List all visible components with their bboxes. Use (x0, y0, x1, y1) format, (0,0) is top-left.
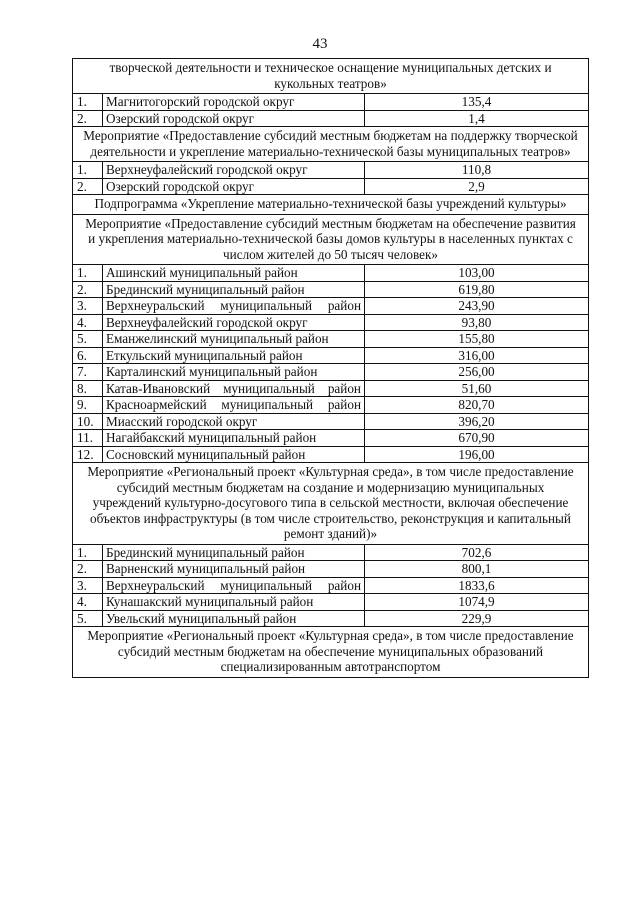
row-number: 3. (73, 298, 103, 315)
section-header-row (73, 195, 589, 215)
table-row (73, 577, 589, 594)
subsidy-amount: 702,6 (365, 544, 589, 561)
municipality-name: Еманжелинский муниципальный район (103, 331, 365, 348)
row-number: 1. (73, 94, 103, 111)
subsidy-amount: 110,8 (365, 162, 589, 179)
table-row (73, 298, 589, 315)
municipality-name: Верхнеуральский муниципальный район (103, 577, 365, 594)
row-number: 4. (73, 594, 103, 611)
municipality-name: Красноармейский муниципальный район (103, 397, 365, 414)
table-row (73, 331, 589, 348)
municipality-name: Озерский городской округ (103, 110, 365, 127)
subsidy-amount: 103,00 (365, 265, 589, 282)
subsidy-amount: 316,00 (365, 347, 589, 364)
subsidy-amount: 2,9 (365, 178, 589, 195)
municipality-name: Сосновский муниципальный район (103, 446, 365, 463)
section-header: Мероприятие «Региональный проект «Культурная среда», в том числе предоставление субсидий местным бюджетам на создание и модернизацию муниципальных учреждений культурно-досугового типа в сельской местности, включая обеспечение объектов инфраструктуры (в том числе строительство, реконструкция и капитальный ремонт зданий)» (73, 463, 589, 545)
row-number: 3. (73, 577, 103, 594)
subsidy-amount: 93,80 (365, 314, 589, 331)
municipality-name: Увельский муниципальный район (103, 610, 365, 627)
row-number: 8. (73, 380, 103, 397)
municipality-name: Еткульский муниципальный район (103, 347, 365, 364)
subsidy-table (72, 58, 589, 678)
row-number: 9. (73, 397, 103, 414)
row-number: 2. (73, 281, 103, 298)
row-number: 12. (73, 446, 103, 463)
subsidy-amount: 1074,9 (365, 594, 589, 611)
subsidy-amount: 243,90 (365, 298, 589, 315)
row-number: 2. (73, 561, 103, 578)
table-row (73, 314, 589, 331)
subsidy-amount: 155,80 (365, 331, 589, 348)
municipality-name: Карталинский муниципальный район (103, 364, 365, 381)
municipality-name: Нагайбакский муниципальный район (103, 430, 365, 447)
row-number: 10. (73, 413, 103, 430)
subsidy-amount: 1,4 (365, 110, 589, 127)
municipality-name: Магнитогорский городской округ (103, 94, 365, 111)
row-number: 1. (73, 162, 103, 179)
section-header-row (73, 463, 589, 545)
municipality-name: Озерский городской округ (103, 178, 365, 195)
subsidy-amount: 196,00 (365, 446, 589, 463)
table-row (73, 265, 589, 282)
subprogram-header: Подпрограмма «Укрепление материально-технической базы учреждений культуры» (73, 195, 589, 215)
row-number: 5. (73, 331, 103, 348)
table-row (73, 380, 589, 397)
table-row (73, 544, 589, 561)
municipality-name: Ашинский муниципальный район (103, 265, 365, 282)
section-header-row (73, 214, 589, 265)
subsidy-amount: 229,9 (365, 610, 589, 627)
municipality-name: Верхнеуфалейский городской округ (103, 162, 365, 179)
table-row (73, 281, 589, 298)
table-row (73, 610, 589, 627)
subsidy-amount: 619,80 (365, 281, 589, 298)
subsidy-amount: 1833,6 (365, 577, 589, 594)
row-number: 5. (73, 610, 103, 627)
table-row (73, 446, 589, 463)
subsidy-amount: 820,70 (365, 397, 589, 414)
subsidy-amount: 256,00 (365, 364, 589, 381)
table-row (73, 594, 589, 611)
subsidy-amount: 800,1 (365, 561, 589, 578)
row-number: 2. (73, 110, 103, 127)
page-number: 43 (312, 36, 328, 52)
section-header: Мероприятие «Предоставление субсидий местным бюджетам на поддержку творческой деятельности и укрепление материально-технической базы муниципальных театров» (73, 127, 589, 162)
section-header: Мероприятие «Предоставление субсидий местным бюджетам на обеспечение развития и укрепления материально-технической базы домов культуры в населенных пунктах с числом жителей до 50 тысяч человек» (73, 214, 589, 265)
table-row (73, 413, 589, 430)
subsidy-amount: 135,4 (365, 94, 589, 111)
row-number: 11. (73, 430, 103, 447)
section-header-row (73, 59, 589, 94)
table-row (73, 110, 589, 127)
table-row (73, 94, 589, 111)
row-number: 1. (73, 265, 103, 282)
row-number: 2. (73, 178, 103, 195)
row-number: 6. (73, 347, 103, 364)
municipality-name: Брединский муниципальный район (103, 544, 365, 561)
municipality-name: Брединский муниципальный район (103, 281, 365, 298)
municipality-name: Катав-Ивановский муниципальный район (103, 380, 365, 397)
section-header: творческой деятельности и техническое оснащение муниципальных детских и кукольных театров» (73, 59, 589, 94)
municipality-name: Кунашакский муниципальный район (103, 594, 365, 611)
municipality-name: Верхнеуфалейский городской округ (103, 314, 365, 331)
subsidy-amount: 396,20 (365, 413, 589, 430)
table-row (73, 347, 589, 364)
table-row (73, 178, 589, 195)
subsidy-amount: 670,90 (365, 430, 589, 447)
table-row (73, 430, 589, 447)
municipality-name: Варненский муниципальный район (103, 561, 365, 578)
row-number: 1. (73, 544, 103, 561)
table-row (73, 561, 589, 578)
table-row (73, 364, 589, 381)
section-header: Мероприятие «Региональный проект «Культурная среда», в том числе предоставление субсидий местным бюджетам на обеспечение муниципальных образований специализированным автотранспортом (73, 627, 589, 678)
table-row (73, 162, 589, 179)
section-header-row (73, 127, 589, 162)
municipality-name: Миасский городской округ (103, 413, 365, 430)
row-number: 7. (73, 364, 103, 381)
municipality-name: Верхнеуральский муниципальный район (103, 298, 365, 315)
subsidy-table-body (73, 59, 589, 678)
subsidy-amount: 51,60 (365, 380, 589, 397)
row-number: 4. (73, 314, 103, 331)
table-row (73, 397, 589, 414)
section-header-row (73, 627, 589, 678)
